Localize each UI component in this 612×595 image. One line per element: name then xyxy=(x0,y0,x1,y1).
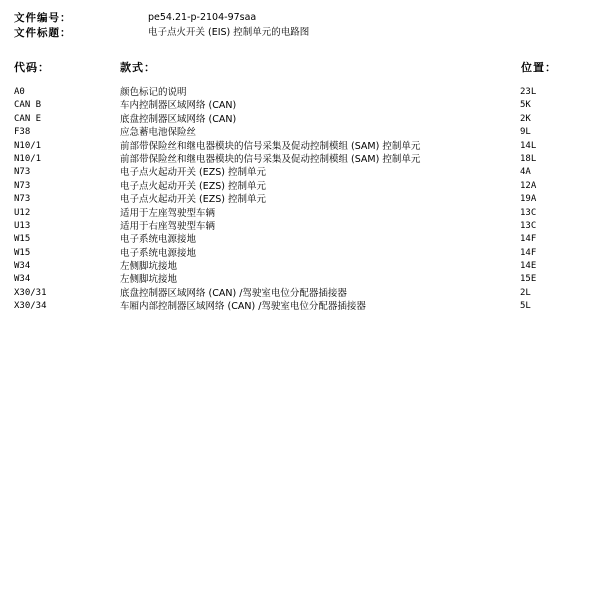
table-row xyxy=(0,233,612,246)
row-code: CAN E xyxy=(14,113,42,124)
doc-title-value: 电子点火开关 (EIS) 控制单元的电路图 xyxy=(148,27,310,38)
row-code: N73 xyxy=(14,167,31,178)
table-row xyxy=(0,260,612,273)
row-model: 电子点火起动开关 (EZS) 控制单元 xyxy=(120,194,266,206)
row-code: W34 xyxy=(14,261,31,272)
row-position: 15E xyxy=(520,274,537,285)
doc-number-row xyxy=(0,11,612,25)
table-header xyxy=(0,61,612,75)
row-code: W15 xyxy=(14,234,31,245)
row-code: X30/31 xyxy=(14,287,47,298)
row-code: CAN B xyxy=(14,100,42,111)
row-model: 颜色标记的说明 xyxy=(120,87,187,98)
table-row xyxy=(0,287,612,300)
table-row xyxy=(0,300,612,313)
row-position: 12A xyxy=(520,180,537,191)
table-row xyxy=(0,126,612,139)
doc-title-row xyxy=(0,26,612,40)
row-position: 13C xyxy=(520,207,537,218)
row-position: 2K xyxy=(520,113,531,124)
table-row xyxy=(0,273,612,286)
table-row xyxy=(0,207,612,220)
doc-number-label: 文件编号： xyxy=(14,12,72,24)
header-code: 代码： xyxy=(14,61,50,74)
row-code: N73 xyxy=(14,194,31,205)
row-code: F38 xyxy=(14,127,31,138)
row-model: 前部带保险丝和继电器模块的信号采集及促动控制模组 (SAM) 控制单元 xyxy=(120,140,421,152)
row-position: 19A xyxy=(520,194,537,205)
row-model: 电子点火起动开关 (EZS) 控制单元 xyxy=(120,180,266,192)
row-code: U13 xyxy=(14,220,31,231)
row-position: 4A xyxy=(520,167,531,178)
row-position: 14F xyxy=(520,247,537,258)
row-code: W34 xyxy=(14,274,31,285)
row-position: 14L xyxy=(520,140,537,151)
row-model: 前部带保险丝和继电器模块的信号采集及促动控制模组 (SAM) 控制单元 xyxy=(120,153,421,165)
row-code: A0 xyxy=(14,87,25,97)
table-body xyxy=(0,86,612,314)
row-model: 左侧脚坑接地 xyxy=(120,274,178,286)
row-model: 电子系统电源接地 xyxy=(120,234,197,246)
header-model: 款式： xyxy=(120,61,156,74)
row-position: 5L xyxy=(520,301,531,312)
row-model: 底盘控制器区域网络 (CAN) /驾驶室电位分配器插接器 xyxy=(120,287,347,299)
row-position: 18L xyxy=(520,153,537,164)
table-row xyxy=(0,166,612,179)
table-row xyxy=(0,193,612,206)
doc-title-label: 文件标题： xyxy=(14,27,72,39)
row-code: X30/34 xyxy=(14,301,47,312)
row-position: 13C xyxy=(520,220,537,231)
row-position: 5K xyxy=(520,100,531,111)
row-model: 车厢内部控制器区域网络 (CAN) /驾驶室电位分配器插接器 xyxy=(120,301,366,313)
table-row xyxy=(0,86,612,99)
row-model: 电子点火起动开关 (EZS) 控制单元 xyxy=(120,167,266,179)
doc-number-value: pe54.21-p-2104-97saa xyxy=(148,12,257,23)
table-row xyxy=(0,247,612,260)
table-row xyxy=(0,113,612,126)
row-code: N73 xyxy=(14,180,31,191)
row-position: 9L xyxy=(520,127,531,138)
row-model: 车内控制器区域网络 (CAN) xyxy=(120,100,237,112)
row-position: 2L xyxy=(520,287,531,298)
row-model: 电子系统电源接地 xyxy=(120,247,197,259)
table-row xyxy=(0,153,612,166)
row-model: 应急蓄电池保险丝 xyxy=(120,127,197,139)
table-row xyxy=(0,220,612,233)
header-position: 位置： xyxy=(521,61,557,74)
row-code: N10/1 xyxy=(14,153,42,164)
row-code: N10/1 xyxy=(14,140,42,151)
row-model: 左侧脚坑接地 xyxy=(120,261,178,273)
table-row xyxy=(0,140,612,153)
table-row xyxy=(0,180,612,193)
row-position: 14E xyxy=(520,261,537,272)
row-model: 底盘控制器区域网络 (CAN) xyxy=(120,113,237,125)
row-model: 适用于右座驾驶型车辆 xyxy=(120,220,216,232)
row-code: W15 xyxy=(14,247,31,258)
row-position: 23L xyxy=(520,87,537,97)
row-model: 适用于左座驾驶型车辆 xyxy=(120,207,216,219)
row-position: 14F xyxy=(520,234,537,245)
table-row xyxy=(0,99,612,112)
row-code: U12 xyxy=(14,207,31,218)
